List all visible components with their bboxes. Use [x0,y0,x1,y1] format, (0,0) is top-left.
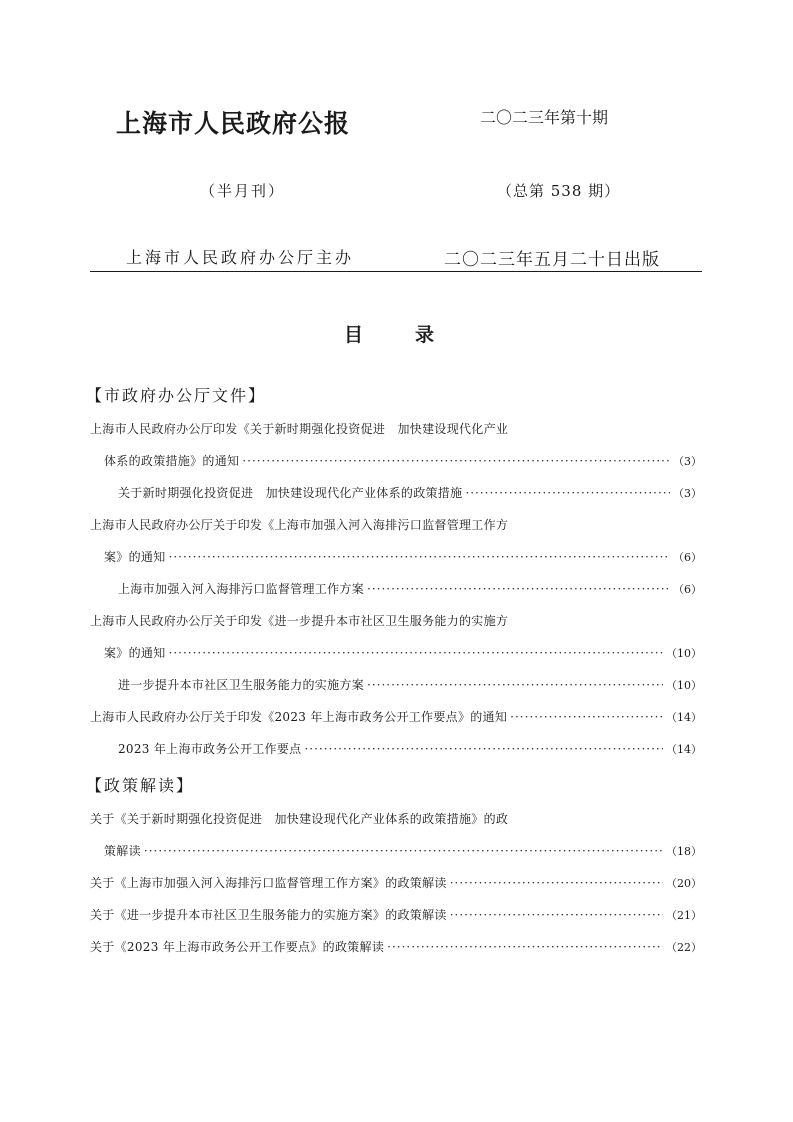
entry-title: 进一步提升本市社区卫生服务能力的实施方案 [118,678,365,692]
entry-title: 2023 年上海市政务公开工作要点 [118,742,302,756]
leader-dots [450,876,663,890]
toc-entry[interactable] [118,740,702,758]
entry-title: 关于《进一步提升本市社区卫生服务能力的实施方案》的政策解读 [90,908,447,922]
toc-title-part1: 目 [344,324,364,346]
publish-date: 二〇二三年五月二十日出版 [444,250,660,270]
page-number: （6） [673,583,702,596]
leader-dots [304,742,663,756]
toc-entry[interactable] [104,644,702,662]
toc-title [344,320,434,347]
entry-title: 案》的通知 [104,550,166,564]
publication-frequency: （半月刊） [200,182,286,200]
entry-title: 上海市人民政府办公厅关于印发《上海市加强入河入海排污口监督管理工作方 [90,518,509,532]
page-number: （10） [666,679,702,692]
leader-dots [367,582,670,596]
entry-title: 上海市人民政府办公厅印发《关于新时期强化投资促进 加快建设现代化产业 [90,422,509,436]
toc-entry[interactable] [90,906,702,924]
toc-entry[interactable] [104,548,702,566]
leader-dots [169,550,670,564]
page-number: （6） [673,551,702,564]
entry-title: 体系的政策措施》的通知 [104,454,240,468]
toc-entry[interactable] [118,484,702,502]
page-number: （18） [666,845,702,858]
leader-dots [465,486,670,500]
masthead-divider [90,271,702,272]
leader-dots [169,646,663,660]
page-number: （20） [666,877,702,890]
page-number: （3） [673,455,702,468]
toc-entry[interactable] [104,452,702,470]
entry-title: 策解读 [104,844,141,858]
page-number: （10） [666,647,702,660]
toc-entry-line1[interactable] [90,516,702,534]
issue-number: 二〇二三年第十期 [480,108,609,127]
leader-dots [242,454,670,468]
toc-entry[interactable] [90,874,702,892]
entry-title: 关于《关于新时期强化投资促进 加快建设现代化产业体系的政策措施》的政 [90,812,509,826]
total-issue-number: （总第 538 期） [497,182,621,200]
toc-entry[interactable] [118,580,702,598]
leader-dots [450,908,663,922]
section-heading: 【政策解读】 [86,776,195,795]
toc-entry[interactable] [104,842,702,860]
page-number: （14） [666,743,702,756]
entry-title: 上海市人民政府办公厅关于印发《进一步提升本市社区卫生服务能力的实施方 [90,614,509,628]
page-number: （22） [666,941,702,954]
toc-entry[interactable] [118,676,702,694]
toc-entry[interactable] [90,938,702,956]
toc-entry-line1[interactable] [90,420,702,438]
toc-entry-line1[interactable] [90,612,702,630]
leader-dots [510,710,663,724]
page-number: （3） [673,487,702,500]
entry-title: 关于《2023 年上海市政务公开工作要点》的政策解读 [90,940,385,954]
page-number: （14） [666,711,702,724]
gazette-title: 上海市人民政府公报 [116,109,351,138]
leader-dots [387,940,663,954]
sponsor: 上海市人民政府办公厅主办 [126,248,355,267]
entry-title: 上海市加强入河入海排污口监督管理工作方案 [118,582,365,596]
leader-dots [144,844,663,858]
page-number: （21） [666,909,702,922]
leader-dots [367,678,663,692]
entry-title: 关于《上海市加强入河入海排污口监督管理工作方案》的政策解读 [90,876,447,890]
toc-entry-line1[interactable] [90,810,702,828]
entry-title: 上海市人民政府办公厅关于印发《2023 年上海市政务公开工作要点》的通知 [90,710,508,724]
entry-title: 案》的通知 [104,646,166,660]
toc-title-part2: 录 [415,324,435,346]
entry-title: 关于新时期强化投资促进 加快建设现代化产业体系的政策措施 [118,486,463,500]
toc-entry[interactable] [90,708,702,726]
section-heading: 【市政府办公厅文件】 [86,386,267,405]
